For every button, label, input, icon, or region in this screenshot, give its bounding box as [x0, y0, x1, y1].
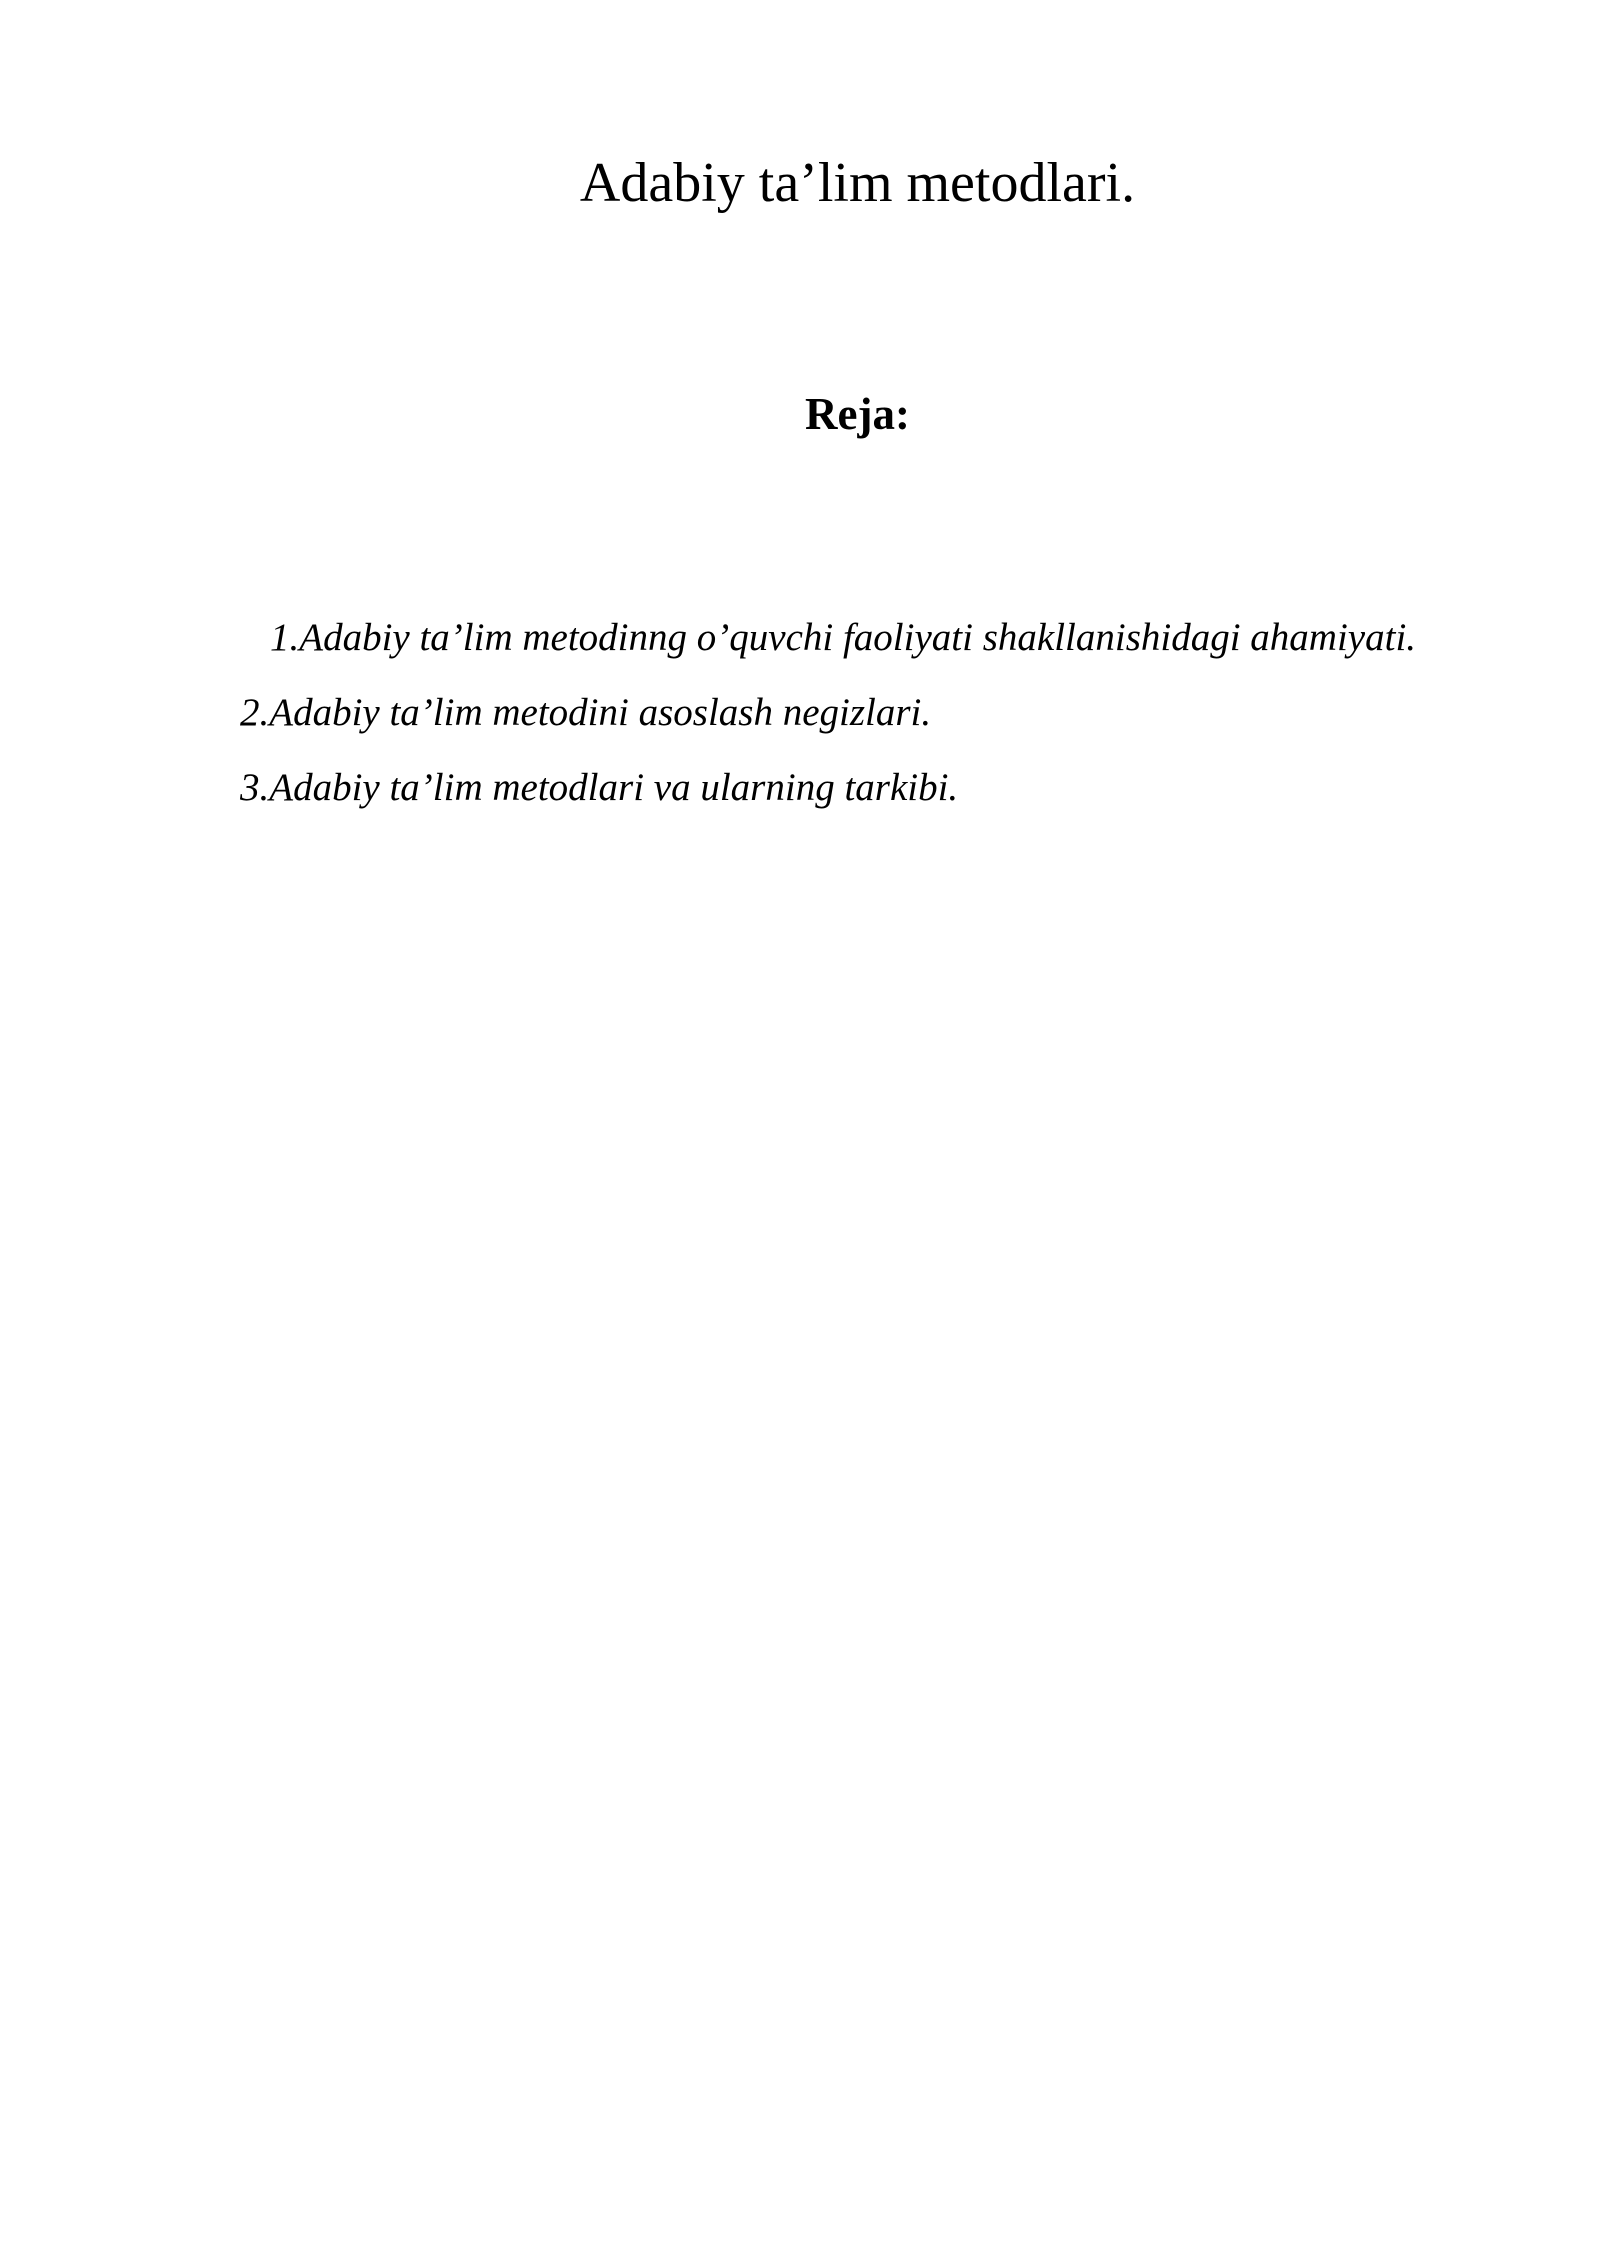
plan-item-2: 2.Adabiy ta’lim metodini asoslash negizlari.: [240, 691, 932, 734]
plan-list: [230, 600, 1492, 825]
plan-heading: Reja:: [805, 389, 910, 439]
plan-item-3: 3.Adabiy ta’lim metodlari va ularning tarkibi.: [240, 766, 959, 809]
document-title: Adabiy ta’lim metodlari.: [579, 152, 1136, 214]
plan-item-1: 1.Adabiy ta’lim metodinng o’quvchi faoliyati shakllanishidagi ahamiyati.: [270, 616, 1417, 659]
